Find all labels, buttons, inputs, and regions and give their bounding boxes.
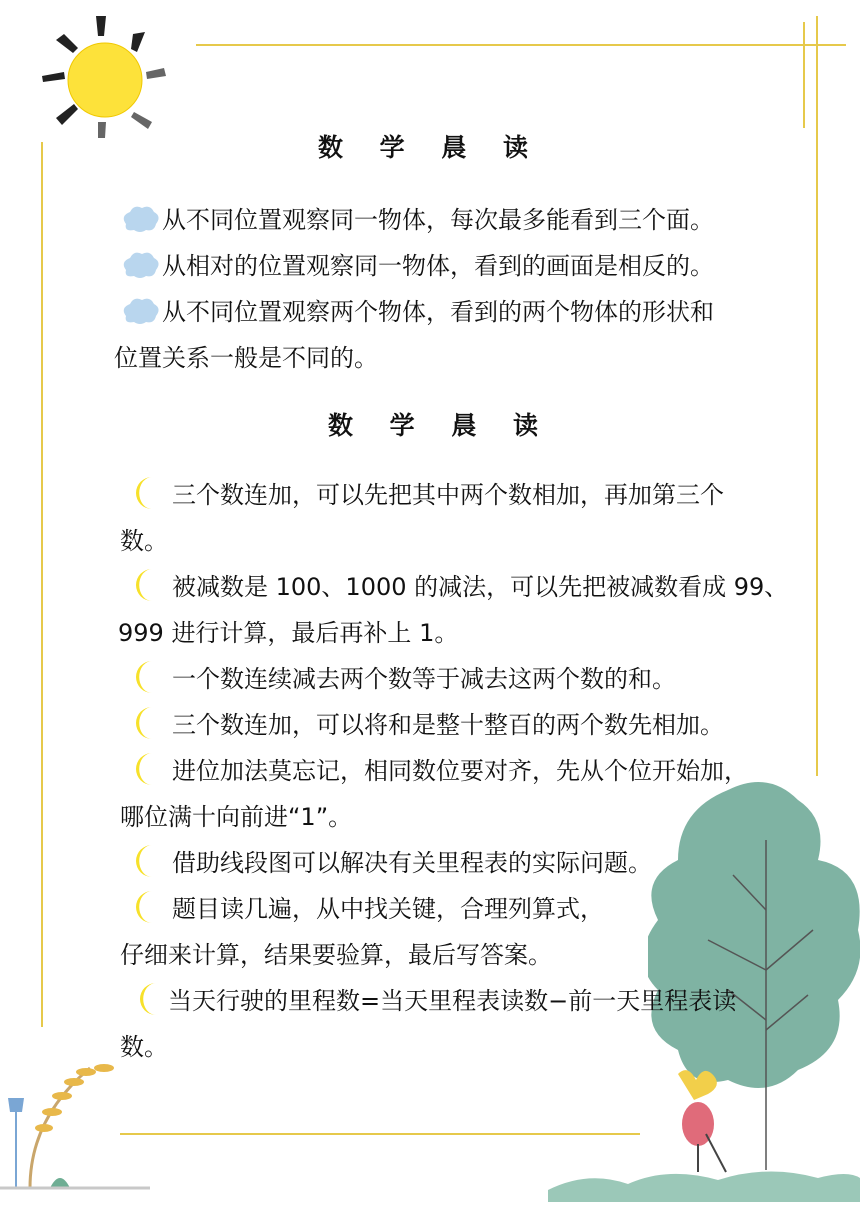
section2-line-10-text: 题目读几遍，从中找关键，合理列算式，: [172, 895, 604, 923]
section1-item-2: [120, 243, 714, 289]
frame-right-line-1: [803, 22, 805, 128]
section2-line-5-text: 一个数连续减去两个数等于减去这两个数的和。: [172, 665, 676, 693]
section2-line-6: [128, 702, 724, 748]
section2-line-5: [128, 656, 676, 702]
flower-icon: [668, 1064, 728, 1174]
section2-line-12-text: 当天行驶的里程数=当天里程表读数−前一天里程表读: [168, 987, 737, 1015]
section2-line-6-text: 三个数连加，可以将和是整十整百的两个数先相加。: [172, 711, 724, 739]
section2-line-13: 数。: [120, 1033, 168, 1061]
frame-bottom-line: [120, 1133, 640, 1135]
moon-icon: [128, 659, 158, 695]
section2-line-9-text: 借助线段图可以解决有关里程表的实际问题。: [172, 849, 652, 877]
section2-line-2: 数。: [120, 527, 168, 555]
section2-line-4: 999 进行计算，最后再补上 1。: [118, 619, 459, 647]
moon-icon: [128, 843, 158, 879]
section1-item-2-text: 从相对的位置观察同一物体，看到的画面是相反的。: [162, 252, 714, 280]
section1-item-1-text: 从不同位置观察同一物体，每次最多能看到三个面。: [162, 206, 714, 234]
section2-line-11: 仔细来计算，结果要验算，最后写答案。: [120, 941, 552, 969]
cloud-icon: [120, 204, 160, 234]
section2-line-12: [132, 978, 736, 1024]
section2-line-3: [128, 564, 788, 610]
section2-line-1-text: 三个数连加，可以先把其中两个数相加，再加第三个: [172, 481, 724, 509]
section1-title: 数 学 晨 读: [317, 133, 543, 162]
section2-line-9: [128, 840, 652, 886]
frame-left-line: [41, 142, 43, 1027]
cloud-icon: [120, 250, 160, 280]
section2-title: 数 学 晨 读: [327, 411, 553, 440]
plant-icon: [0, 1058, 160, 1198]
section2-line-3-text: 被减数是 100、1000 的减法，可以先把被减数看成 99、: [172, 573, 789, 601]
moon-icon: [128, 889, 158, 925]
section2-line-10: [128, 886, 604, 932]
sun-icon: [38, 14, 168, 140]
section1-item-3-text: 从不同位置观察两个物体，看到的两个物体的形状和: [162, 298, 714, 326]
section1-continuation: 位置关系一般是不同的。: [114, 344, 378, 372]
section2-line-7-text: 进位加法莫忘记，相同数位要对齐，先从个位开始加，: [172, 757, 748, 785]
section2-line-1: [128, 472, 724, 518]
moon-icon: [128, 751, 158, 787]
moon-icon: [128, 567, 158, 603]
moon-icon: [132, 981, 162, 1017]
section1-item-1: [120, 197, 714, 243]
moon-icon: [128, 705, 158, 741]
section1-item-3: [120, 289, 714, 335]
moon-icon: [128, 475, 158, 511]
section2-line-8: 哪位满十向前进“1”。: [120, 803, 353, 831]
cloud-icon: [120, 296, 160, 326]
frame-top-line: [196, 44, 846, 46]
grass-icon: [548, 1160, 860, 1216]
